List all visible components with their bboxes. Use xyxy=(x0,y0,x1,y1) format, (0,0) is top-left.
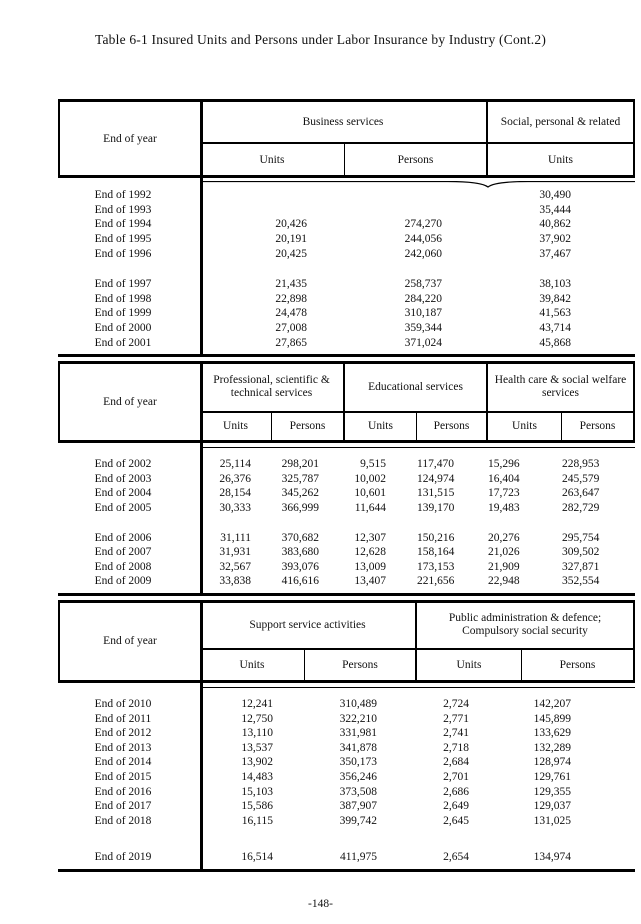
column-header: Persons xyxy=(305,650,417,680)
value-cell: 2,741 xyxy=(443,727,469,740)
table-section-professional-educational-health xyxy=(58,361,635,596)
sub-header-row xyxy=(200,650,635,680)
group-header: Support service activities xyxy=(200,603,417,648)
column-header: Units xyxy=(200,650,305,680)
value-cell: 39,842 xyxy=(539,292,571,305)
table-row xyxy=(58,217,635,232)
table-row xyxy=(58,277,635,292)
page-number: -148- xyxy=(308,898,333,910)
tables-container xyxy=(58,99,635,872)
value-cell: 393,076 xyxy=(281,560,319,573)
year-cell: End of 2006 xyxy=(94,531,152,544)
table-row xyxy=(58,188,635,203)
value-cell: 12,750 xyxy=(241,712,273,725)
year-cell: End of 2011 xyxy=(94,712,152,725)
year-cell: End of 1995 xyxy=(94,233,152,246)
header-rule xyxy=(203,178,635,185)
group-header: Educational services xyxy=(345,364,488,411)
value-cell: 142,207 xyxy=(533,697,571,710)
value-cell: 139,170 xyxy=(417,502,455,515)
value-cell: 28,154 xyxy=(219,487,251,500)
value-cell: 12,628 xyxy=(354,546,386,559)
year-cell: End of 1996 xyxy=(94,247,152,260)
value-cell: 20,191 xyxy=(275,233,307,246)
table-row xyxy=(58,545,635,560)
group-header-row xyxy=(200,603,635,650)
row-header-cell: End of year xyxy=(103,635,157,648)
value-cell: 2,701 xyxy=(443,770,469,783)
value-cell: 129,037 xyxy=(533,800,571,813)
table-row xyxy=(58,813,635,828)
value-cell: 322,210 xyxy=(339,712,377,725)
row-group-gap xyxy=(58,828,635,850)
value-cell: 21,026 xyxy=(488,546,520,559)
table-row xyxy=(58,799,635,814)
value-cell: 26,376 xyxy=(219,472,251,485)
year-cell: End of 2000 xyxy=(94,322,152,335)
table-row xyxy=(58,246,635,261)
value-cell: 131,025 xyxy=(533,814,571,827)
value-cell: 30,333 xyxy=(219,502,251,515)
value-cell: 325,787 xyxy=(281,472,319,485)
value-cell: 16,404 xyxy=(488,472,520,485)
value-cell: 2,686 xyxy=(443,785,469,798)
column-header: Persons xyxy=(522,650,635,680)
column-header: Units xyxy=(200,144,345,175)
value-cell: 352,554 xyxy=(562,575,600,588)
header-rule xyxy=(203,447,635,454)
value-cell: 2,684 xyxy=(443,756,469,769)
table-row xyxy=(58,784,635,799)
table-body xyxy=(58,694,635,869)
column-header: Units xyxy=(488,413,562,440)
value-cell: 411,975 xyxy=(340,851,377,864)
group-header: Public administration & defence; Compulsory social security xyxy=(417,603,635,648)
table-row xyxy=(58,232,635,247)
value-cell: 43,714 xyxy=(539,322,571,335)
table-row xyxy=(58,574,635,589)
value-cell: 258,737 xyxy=(404,278,442,291)
year-cell: End of 2003 xyxy=(94,472,152,485)
value-cell: 37,902 xyxy=(539,233,571,246)
value-cell: 22,898 xyxy=(275,292,307,305)
group-header: Health care & social welfare services xyxy=(488,364,635,411)
header-columns xyxy=(200,364,635,440)
year-cell: End of 2002 xyxy=(94,458,152,471)
table-header xyxy=(58,364,635,443)
value-cell: 11,644 xyxy=(354,502,386,515)
value-cell: 387,907 xyxy=(339,800,377,813)
value-cell: 2,649 xyxy=(443,800,469,813)
value-cell: 245,579 xyxy=(562,472,600,485)
table-row xyxy=(58,740,635,755)
value-cell: 129,761 xyxy=(533,770,571,783)
column-header: Persons xyxy=(345,144,488,175)
value-cell: 399,742 xyxy=(339,814,377,827)
group-header: Social, personal & related xyxy=(488,102,635,142)
value-cell: 12,307 xyxy=(354,531,386,544)
column-header: Persons xyxy=(417,413,488,440)
year-cell: End of 2001 xyxy=(94,336,152,349)
table-row xyxy=(58,560,635,575)
value-cell: 22,948 xyxy=(488,575,520,588)
year-cell: End of 2008 xyxy=(94,560,152,573)
value-cell: 24,478 xyxy=(275,307,307,320)
value-cell: 15,586 xyxy=(241,800,273,813)
value-cell: 21,435 xyxy=(275,278,307,291)
value-cell: 2,654 xyxy=(443,851,469,864)
year-cell: End of 2009 xyxy=(94,575,152,588)
value-cell: 40,862 xyxy=(539,218,571,231)
column-header: Units xyxy=(345,413,417,440)
year-cell: End of 2016 xyxy=(94,785,152,798)
group-header-row xyxy=(200,102,635,144)
value-cell: 310,489 xyxy=(339,697,377,710)
value-cell: 345,262 xyxy=(281,487,319,500)
value-cell: 331,981 xyxy=(339,727,377,740)
value-cell: 9,515 xyxy=(360,458,386,471)
table-row xyxy=(58,486,635,501)
value-cell: 371,024 xyxy=(404,336,442,349)
value-cell: 37,467 xyxy=(539,247,571,260)
value-cell: 373,508 xyxy=(339,785,377,798)
value-cell: 295,754 xyxy=(562,531,600,544)
year-cell: End of 2013 xyxy=(94,741,152,754)
table-body xyxy=(58,185,635,354)
year-cell: End of 2004 xyxy=(94,487,152,500)
table-header xyxy=(58,102,635,178)
year-cell: End of 2017 xyxy=(94,800,152,813)
value-cell: 41,563 xyxy=(539,307,571,320)
column-header: Units xyxy=(488,144,635,175)
value-cell: 117,470 xyxy=(417,458,454,471)
value-cell: 31,931 xyxy=(219,546,251,559)
value-cell: 134,974 xyxy=(533,851,571,864)
year-cell: End of 1994 xyxy=(94,218,152,231)
value-cell: 15,296 xyxy=(488,458,520,471)
value-cell: 2,771 xyxy=(443,712,469,725)
value-cell: 14,483 xyxy=(241,770,273,783)
table-body xyxy=(58,454,635,593)
year-cell: End of 1999 xyxy=(94,307,152,320)
year-cell: End of 1998 xyxy=(94,292,152,305)
value-cell: 242,060 xyxy=(404,247,442,260)
value-cell: 2,645 xyxy=(443,814,469,827)
value-cell: 27,865 xyxy=(275,336,307,349)
value-cell: 129,355 xyxy=(533,785,571,798)
value-cell: 33,838 xyxy=(219,575,251,588)
year-cell: End of 2015 xyxy=(94,770,152,783)
value-cell: 416,616 xyxy=(281,575,319,588)
value-cell: 13,110 xyxy=(241,727,273,740)
table-row xyxy=(58,306,635,321)
sub-header-row xyxy=(200,413,635,440)
group-header: Business services xyxy=(200,102,488,142)
table-row xyxy=(58,850,635,865)
value-cell: 10,002 xyxy=(354,472,386,485)
table-row xyxy=(58,292,635,307)
value-cell: 309,502 xyxy=(562,546,600,559)
value-cell: 131,515 xyxy=(417,487,455,500)
value-cell: 30,490 xyxy=(539,189,571,202)
value-cell: 282,729 xyxy=(562,502,600,515)
value-cell: 366,999 xyxy=(281,502,319,515)
value-cell: 2,718 xyxy=(443,741,469,754)
table-row xyxy=(58,530,635,545)
year-cell: End of 2010 xyxy=(94,697,152,710)
header-columns xyxy=(200,603,635,680)
sub-header-row xyxy=(200,144,635,175)
value-cell: 20,276 xyxy=(488,531,520,544)
year-cell: End of 2005 xyxy=(94,502,152,515)
value-cell: 298,201 xyxy=(281,458,319,471)
table-row xyxy=(58,711,635,726)
column-header: Units xyxy=(200,413,272,440)
value-cell: 341,878 xyxy=(339,741,377,754)
value-cell: 10,601 xyxy=(354,487,386,500)
column-header: Persons xyxy=(562,413,635,440)
value-cell: 2,724 xyxy=(443,697,469,710)
value-cell: 383,680 xyxy=(281,546,319,559)
value-cell: 12,241 xyxy=(241,697,273,710)
row-group-gap xyxy=(58,261,635,277)
value-cell: 19,483 xyxy=(488,502,520,515)
value-cell: 15,103 xyxy=(241,785,273,798)
value-cell: 244,056 xyxy=(404,233,442,246)
page-title: Table 6-1 Insured Units and Persons under Labor Insurance by Industry (Cont.2) xyxy=(94,32,547,47)
year-cell: End of 1997 xyxy=(94,278,152,291)
value-cell: 263,647 xyxy=(562,487,600,500)
value-cell: 13,009 xyxy=(354,560,386,573)
value-cell: 128,974 xyxy=(533,756,571,769)
table-row xyxy=(58,770,635,785)
table-row xyxy=(58,472,635,487)
value-cell: 21,909 xyxy=(488,560,520,573)
value-cell: 284,220 xyxy=(404,292,442,305)
value-cell: 16,115 xyxy=(241,814,273,827)
value-cell: 350,173 xyxy=(339,756,377,769)
value-cell: 124,974 xyxy=(417,472,455,485)
value-cell: 27,008 xyxy=(275,322,307,335)
header-rule-line xyxy=(203,687,635,688)
value-cell: 45,868 xyxy=(539,336,571,349)
table-row xyxy=(58,203,635,218)
table-section-business-social-services xyxy=(58,99,635,357)
table-header xyxy=(58,603,635,683)
value-cell: 13,407 xyxy=(354,575,386,588)
value-cell: 38,103 xyxy=(539,278,571,291)
value-cell: 221,656 xyxy=(417,575,455,588)
value-cell: 13,537 xyxy=(241,741,273,754)
header-columns xyxy=(200,102,635,175)
value-cell: 32,567 xyxy=(219,560,251,573)
year-cell: End of 2018 xyxy=(94,814,152,827)
year-cell: End of 2014 xyxy=(94,756,152,769)
value-cell: 133,629 xyxy=(533,727,571,740)
value-cell: 150,216 xyxy=(417,531,455,544)
year-cell: End of 1992 xyxy=(94,189,152,202)
table-row xyxy=(58,321,635,336)
year-cell: End of 2007 xyxy=(94,546,152,559)
value-cell: 158,164 xyxy=(417,546,455,559)
value-cell: 132,289 xyxy=(533,741,571,754)
column-divider xyxy=(200,603,203,869)
table-section-support-public-administration xyxy=(58,600,635,872)
value-cell: 25,114 xyxy=(219,458,251,471)
value-cell: 356,246 xyxy=(339,770,377,783)
table-row xyxy=(58,697,635,712)
column-header: Units xyxy=(417,650,522,680)
value-cell: 31,111 xyxy=(220,531,251,544)
row-header-cell: End of year xyxy=(103,395,157,408)
header-rule xyxy=(203,687,635,694)
table-row xyxy=(58,726,635,741)
column-divider xyxy=(200,364,203,593)
column-divider xyxy=(200,102,203,354)
table-row xyxy=(58,457,635,472)
value-cell: 228,953 xyxy=(562,458,600,471)
column-header: Persons xyxy=(272,413,345,440)
value-cell: 20,426 xyxy=(275,218,307,231)
value-cell: 17,723 xyxy=(488,487,520,500)
header-rule-line xyxy=(203,447,635,448)
value-cell: 13,902 xyxy=(241,756,273,769)
value-cell: 327,871 xyxy=(562,560,600,573)
value-cell: 173,153 xyxy=(417,560,455,573)
group-header-row xyxy=(200,364,635,413)
row-header-cell: End of year xyxy=(103,132,157,145)
row-group-gap xyxy=(58,515,635,530)
value-cell: 274,270 xyxy=(404,218,442,231)
value-cell: 35,444 xyxy=(539,203,571,216)
year-cell: End of 2012 xyxy=(94,727,152,740)
value-cell: 359,344 xyxy=(404,322,442,335)
year-cell: End of 1993 xyxy=(94,203,152,216)
table-row xyxy=(58,335,635,350)
value-cell: 370,682 xyxy=(281,531,319,544)
year-cell: End of 2019 xyxy=(94,851,152,864)
value-cell: 145,899 xyxy=(533,712,571,725)
value-cell: 16,514 xyxy=(241,851,273,864)
value-cell: 310,187 xyxy=(404,307,442,320)
table-row xyxy=(58,501,635,516)
table-row xyxy=(58,755,635,770)
group-header: Professional, scientific & technical services xyxy=(200,364,345,411)
value-cell: 20,425 xyxy=(275,247,307,260)
